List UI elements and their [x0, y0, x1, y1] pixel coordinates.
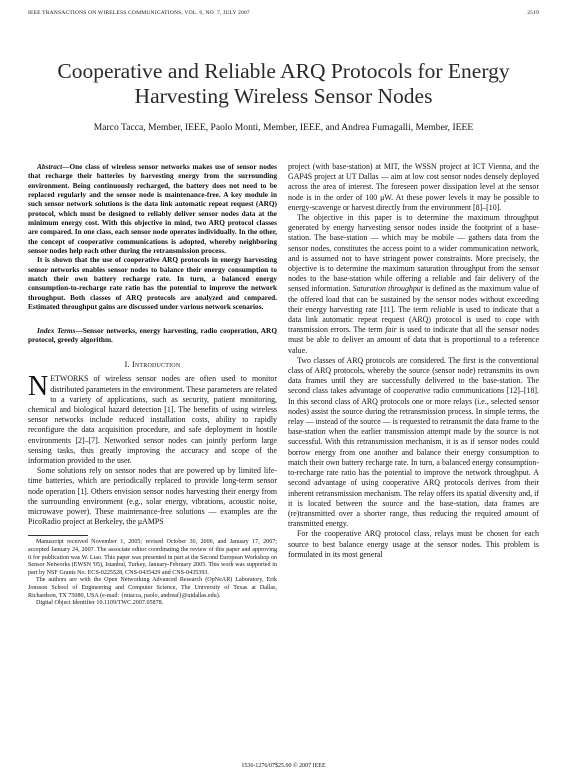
footnote-manuscript: Manuscript received November 1, 2005; revised October 30, 2006, and January 17, 2007; accepted January 24, 2007. The associate editor coordinating the review of this paper and approving it for publication was W. Liao. This paper was presented in part at the Second European Workshop on Sensor Networks (EWSN '05), Istanbul, Turkey, January-February 2005. This work was supported in part by NSF Grants No. ECS-0225528, CNS-0435429 and CNS-0435393.	[28, 539, 277, 576]
body-paragraph-continued: project (with base-station) at MIT, the WSSN project at ICT Vienna, and the GAP4S project at UT Dallas — aim at low cost sensor nodes densely deployed across the area of interest. The foreseen power dissipation level at the sensor node is in the order of 100 μW. At these power levels it may be possible to energy-scavenge or harvest directly from the environment [8]–[10].	[288, 162, 539, 212]
intro-text-1: ETWORKS of wireless sensor nodes are often used to monitor distributed parameters in the environment. These parameters are related to a variety of applications, such as security, patient monitoring, chemical and biological hazard detection [1]. The benefits of using wireless sensor networks include reduced installation costs, ability to rapidly reconfigure the data acquisition procedure, and safe deployment in hostile environments [2]–[7]. Networked sensor nodes can jointly perform large sensing tasks, thus greatly improving the accuracy and scope of the information provided to the user.	[28, 374, 277, 466]
abstract-paragraph-1	[28, 162, 277, 255]
term-cooperative: cooperative	[393, 386, 431, 396]
footnote-rule	[28, 535, 88, 536]
right-column	[288, 162, 539, 560]
body-paragraph-relays: For the cooperative ARQ protocol class, relays must be chosen for each source to best balance energy usage at the sensor nodes. This problem is formulated in its most general	[288, 529, 539, 559]
term-fair: fair	[385, 325, 397, 335]
index-terms	[28, 326, 277, 345]
footnote-affiliation: The authors are with the Open Networking Advanced Research (OpNeAR) Laboratory, Erik Jonsson School of Engineering and Computer Science, The University of Texas at Dallas, Richardson, TX 75080, USA (e-mail: {mtacca, paolo, andreaf}@utdallas.edu).	[28, 577, 277, 599]
copyright-footer: 1536-1276/07$25.00 © 2007 IEEE	[241, 763, 326, 769]
page-number: 2519	[527, 10, 539, 16]
abstract	[28, 162, 277, 312]
index-terms-text: —Sensor networks, energy harvesting, radio cooperation, ARQ protocol, greedy algorithm.	[28, 325, 277, 344]
term-saturation-throughput: Saturation throughput	[352, 284, 423, 294]
arq-text-b: radio communications [12]–[18]. In this second class of ARQ protocols one or more relays (i.e., selected sensor nodes) assist the source during the retransmission process. In simple terms, the relay — instead of the source — is requested to retransmit the data frame to the base-station when the earlier transmission attempt made by the source is not successful. With this retransmission mechanism, it is as if sensor nodes could borrow energy from one another and balance their energy consumption to match their own battery recharge rate. In turn, a balanced energy consumption-to-recharge rate ratio has the potential to improve the network throughput. A second advantage of using cooperative ARQ protocols derives from their inherent retransmission mechanism. The relay offers its spatial diversity and, if it is located between the source and the base-station, data frames are (re)transmitted over a shorter range, thus reducing the required amount of transmitted energy.	[288, 386, 539, 529]
footnote-doi: Digital Object Identifier 10.1109/TWC.2007.05878.	[36, 600, 164, 607]
drop-cap: N	[28, 371, 49, 403]
index-terms-label: Index Terms	[37, 325, 76, 335]
section-heading-introduction	[28, 360, 277, 370]
left-column	[28, 162, 277, 608]
running-header	[28, 10, 539, 20]
abstract-label: Abstract	[37, 162, 63, 171]
intro-paragraph-2: Some solutions rely on sensor nodes that are powered up by limited life-time batteries, which are periodically replaced to provide long-term sensor node operation [1]. Others envision sensor nodes harvesting their energy from the surrounding environment (e.g., solar energy, vibrations, acoustic noise, microwave power). These maintenance-free solutions — examples are the PicoRadio project at Berkeley, the μAMPS	[28, 466, 277, 527]
abstract-paragraph-2: It is shown that the use of cooperative ARQ protocols in energy harvesting sensor networks enables sensor nodes to balance their energy consumption to match their own battery recharge rate. In turn, a balanced energy consumption-to-recharge rate ratio has the potential to improve the network throughput. Both classes of ARQ protocols are analyzed and compared. Estimated throughput gains are discussed under various network scenarios.	[28, 255, 277, 312]
paper-title: Cooperative and Reliable ARQ Protocols for Energy Harvesting Wireless Sensor Nodes	[57, 59, 510, 108]
abstract-text-1: —One class of wireless sensor networks makes use of sensor nodes that recharge their batteries by harvesting energy from the surrounding environment. Being continuously recharged, the battery does not need to be replaced regularly and the sensor node is maintenance-free. A key module in such sensor network solutions is the data link automatic repeat request (ARQ) protocol, which must be designed to reliably deliver sensor nodes data at the minimum energy cost. With this objective in mind, two ARQ protocol classes are compared. In one class, each sensor node operates individually. In the other, the concept of cooperative communications is adopted, whereby neighboring sensor nodes help each other during the retransmission process.	[28, 162, 277, 256]
objective-text-a: The objective in this paper is to determine the maximum throughput generated by energy harvesting sensor nodes inside the footprint of a base-station. The base-station — which may be mobile — gathers data from the sensor nodes, constitutes the access point to a wider communication network, and is assumed not to have stringent power constraints. More precisely, the objective is to determine the maximum saturation throughput from the sensor nodes to the base-station while offering a reliable and fair delivery of the sensed information.	[288, 213, 539, 294]
objective-text-c: is used to indicate that a data link automatic repeat request (ARQ) protocol is used to cope with transmission errors. The term	[288, 304, 539, 335]
author-list: Marco Tacca, Member, IEEE, Paolo Monti, Member, IEEE, and Andrea Fumagalli, Member, IEEE	[93, 122, 474, 133]
objective-text-d: is used to indicate that all the sensor nodes must be able to deliver an amount of data that is proportional to a reference value.	[288, 325, 539, 355]
objective-text-b: is defined as the maximum value of the offered load that can be sustained by the sensor nodes without exceeding their energy harvesting rate [11]. The term	[288, 284, 539, 314]
body-paragraph-objective	[288, 213, 539, 356]
intro-paragraph-1	[28, 371, 277, 466]
journal-header: IEEE TRANSACTIONS ON WIRELESS COMMUNICATIONS, VOL. 6, NO. 7, JULY 2007	[28, 10, 250, 16]
term-reliable: reliable	[430, 304, 455, 314]
body-paragraph-arq-classes	[288, 356, 539, 529]
arq-text-a: Two classes of ARQ protocols are considered. The first is the conventional class of ARQ protocols, whereby the source (sensor node) retransmits its own data frames until they are successfully delivered to the base-station. The second class takes advantage of	[288, 355, 539, 396]
section-title: Introduction	[131, 360, 181, 370]
section-number: I.	[124, 360, 130, 370]
